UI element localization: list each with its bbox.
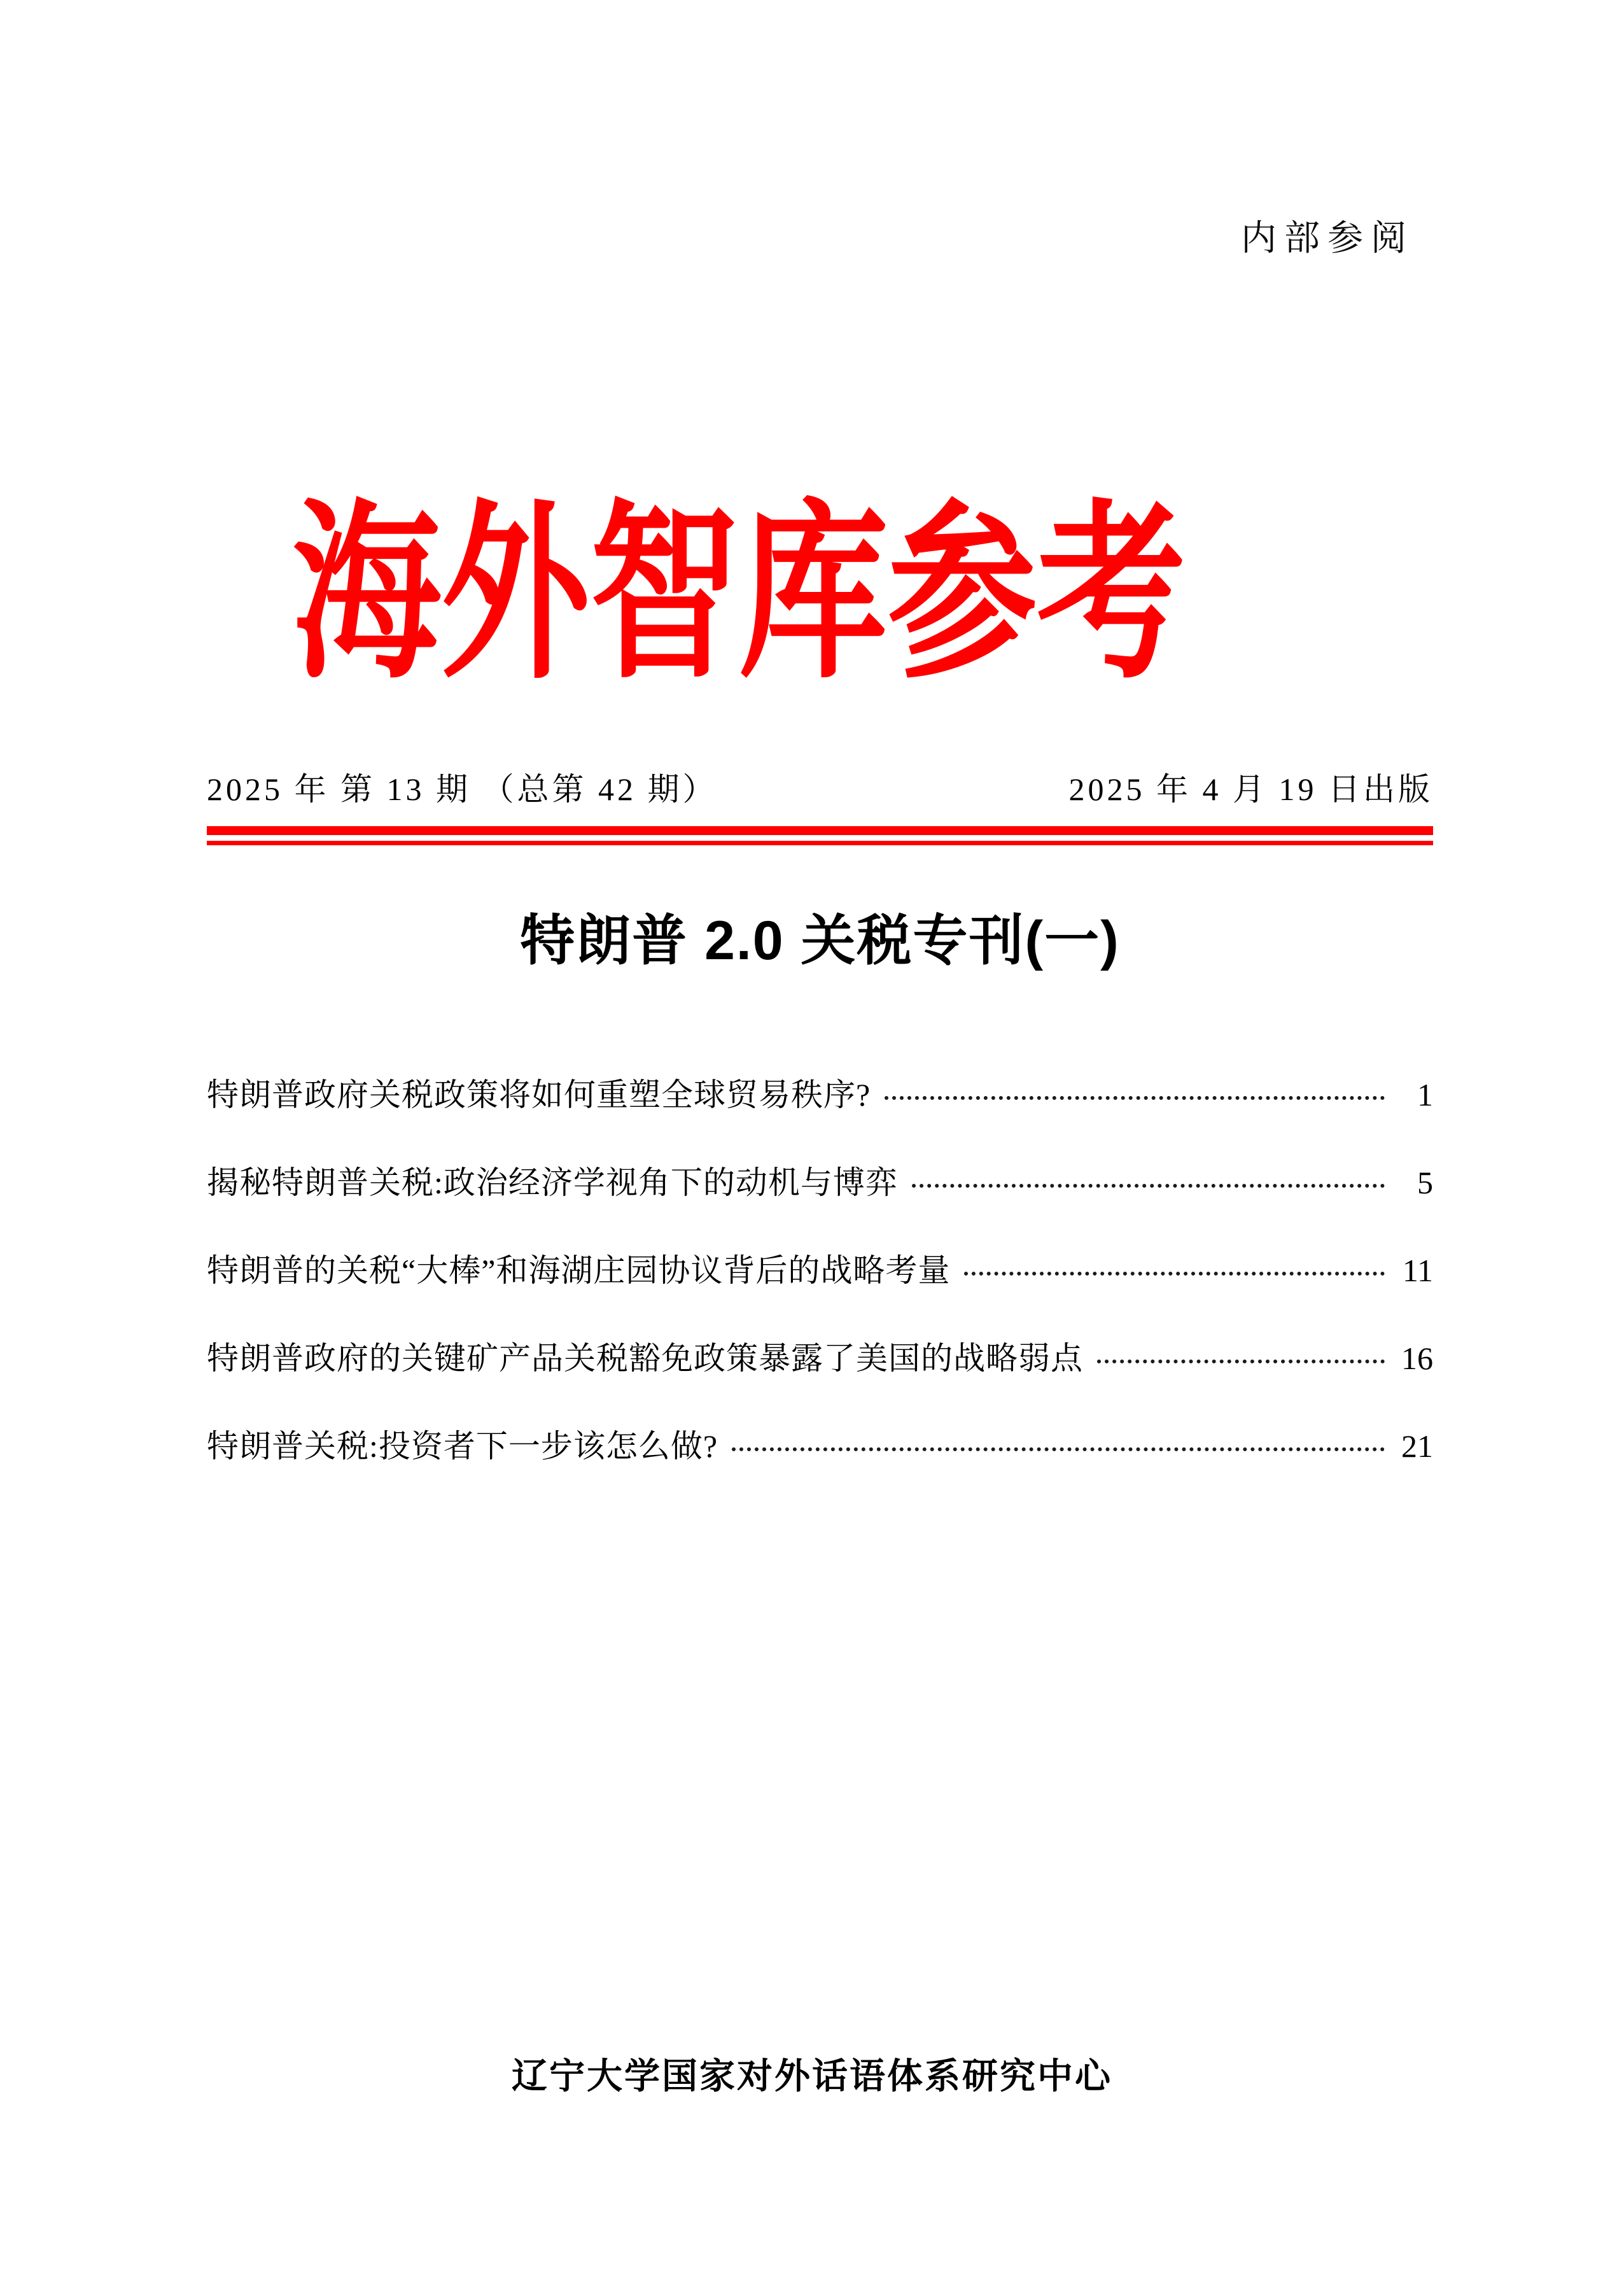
dotted-leader [885,1096,1385,1100]
toc-entry-title: 揭秘特朗普关税:政治经济学视角下的动机与博弈 [207,1165,898,1200]
issue-info-row [207,764,1433,810]
toc-entry-title: 特朗普政府的关键矿产品关税豁免政策暴露了美国的战略弱点 [207,1340,1083,1376]
toc-entry-page: 1 [1417,1077,1433,1113]
toc-entry [207,1427,1433,1465]
dotted-leader [1097,1360,1385,1363]
toc-entry-title: 特朗普关税:投资者下一步该怎么做? [207,1428,718,1464]
toc-entry-page: 11 [1402,1253,1433,1288]
toc-entry [207,1076,1433,1114]
classification-label: 内部参阅 [1241,219,1414,258]
content-area [0,764,1624,1465]
toc-entry-title: 特朗普政府关税政策将如何重塑全球贸易秩序? [207,1077,871,1113]
dotted-leader [732,1447,1385,1451]
table-of-contents [207,1076,1433,1465]
toc-entry-page: 5 [1417,1165,1433,1200]
toc-entry-page: 16 [1401,1340,1433,1376]
toc-entry [207,1339,1433,1377]
toc-entry [207,1164,1433,1202]
special-issue-title: 特朗普 2.0 关税专刊(一) [520,910,1120,971]
publisher-name: 辽宁大学国家对外话语体系研究中心 [512,2056,1112,2096]
issue-number: 2025 年 第 13 期 （总第 42 期） [207,771,718,807]
rule-thin [207,841,1433,845]
dotted-leader [912,1184,1385,1188]
dotted-leader [964,1272,1385,1276]
masthead-title: 海外智库参考 [292,489,1186,701]
publish-date: 2025 年 4 月 19 日出版 [1068,771,1433,807]
toc-entry-title: 特朗普的关税“大棒”和海湖庄园协议背后的战略考量 [207,1253,951,1288]
rule-thick [207,826,1433,835]
toc-entry [207,1251,1433,1290]
toc-entry-page: 21 [1401,1428,1433,1464]
